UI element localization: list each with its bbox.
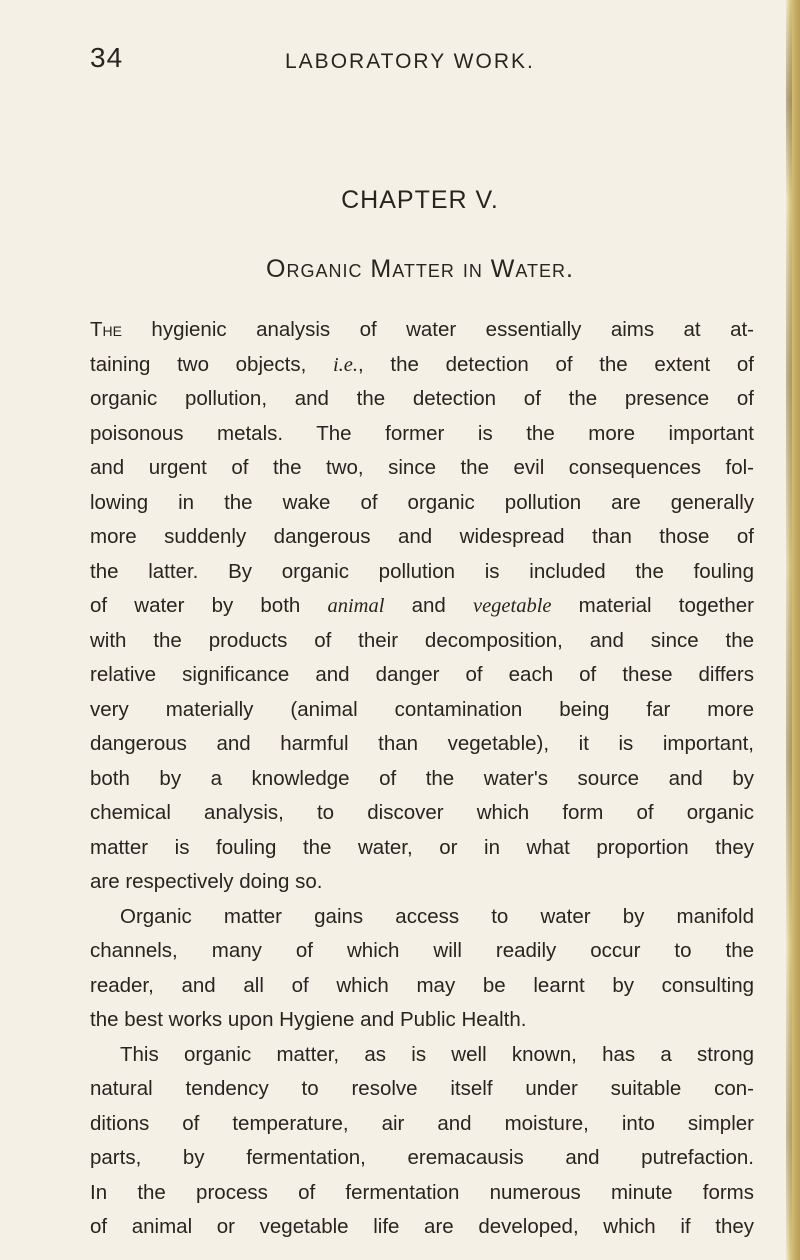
- text-line: chemical analysis, to discover which form of organic: [90, 801, 754, 824]
- text-line: and urgent of the two, since the evil consequences fol-: [90, 456, 754, 479]
- text-line: channels, many of which will readily occur to the: [90, 939, 754, 962]
- chapter-title: CHAPTER V.: [341, 186, 499, 214]
- text-line: reader, and all of which may be learnt by consulting: [90, 973, 754, 997]
- text-line: matter is fouling the water, or in what proportion they: [90, 835, 754, 859]
- text-line: lowing in the wake of organic pollution are generally: [90, 490, 754, 514]
- running-head: LABORATORY WORK.: [285, 50, 535, 73]
- text-line: parts, by fermentation, eremacausis and putrefaction.: [90, 1146, 754, 1169]
- italic-text: i.e.: [332, 353, 359, 376]
- text-line: poisonous metals. The former is the more important: [90, 421, 754, 445]
- text-line: of animal or vegetable life are developed, which if they: [90, 1215, 754, 1238]
- text-run: and: [384, 594, 473, 617]
- text-line: ditions of temperature, air and moisture, into simpler: [90, 1111, 754, 1135]
- text-line: are respectively doing so.: [90, 870, 323, 893]
- italic-text: vegetable: [472, 595, 552, 617]
- text-line: This organic matter, as is well known, has a strong: [120, 1042, 754, 1066]
- text-line: dangerous and harmful than vegetable), it is important,: [90, 732, 754, 755]
- text-run: material together: [551, 594, 754, 617]
- text-line: the best works upon Hygiene and Public Health.: [90, 1008, 527, 1031]
- text-line: organic pollution, and the detection of the presence of: [90, 387, 754, 410]
- text-line: In the process of fermentation numerous minute forms: [90, 1180, 754, 1204]
- text-line: [90, 589, 754, 624]
- text-line: natural tendency to resolve itself under suitable con-: [90, 1077, 754, 1100]
- page-number: 34: [90, 42, 124, 73]
- text-line: relative significance and danger of each of these differs: [90, 663, 754, 686]
- text-run: hygienic analysis of water essentially aims at at-: [121, 318, 754, 341]
- italic-text: animal: [327, 595, 385, 617]
- text-line: very materially (animal contamination being far more: [90, 697, 754, 721]
- text-line: with the products of their decomposition, and since the: [90, 628, 754, 652]
- text-line: the latter. By organic pollution is included the fouling: [90, 559, 754, 583]
- drop-word: The: [90, 318, 122, 341]
- text-run: , the detection of the extent of: [358, 352, 754, 376]
- text-line: [90, 348, 754, 383]
- text-run: taining two objects,: [90, 352, 333, 376]
- chapter-subtitle: Organic Matter in Water.: [266, 255, 574, 283]
- body-text: [90, 313, 754, 1245]
- text-line: more suddenly dangerous and widespread than those of: [90, 525, 754, 548]
- text-line: both by a knowledge of the water's source and by: [90, 766, 754, 790]
- text-line: Organic matter gains access to water by manifold: [120, 904, 754, 928]
- text-line: [90, 313, 754, 348]
- text-run: of water by both: [90, 594, 328, 617]
